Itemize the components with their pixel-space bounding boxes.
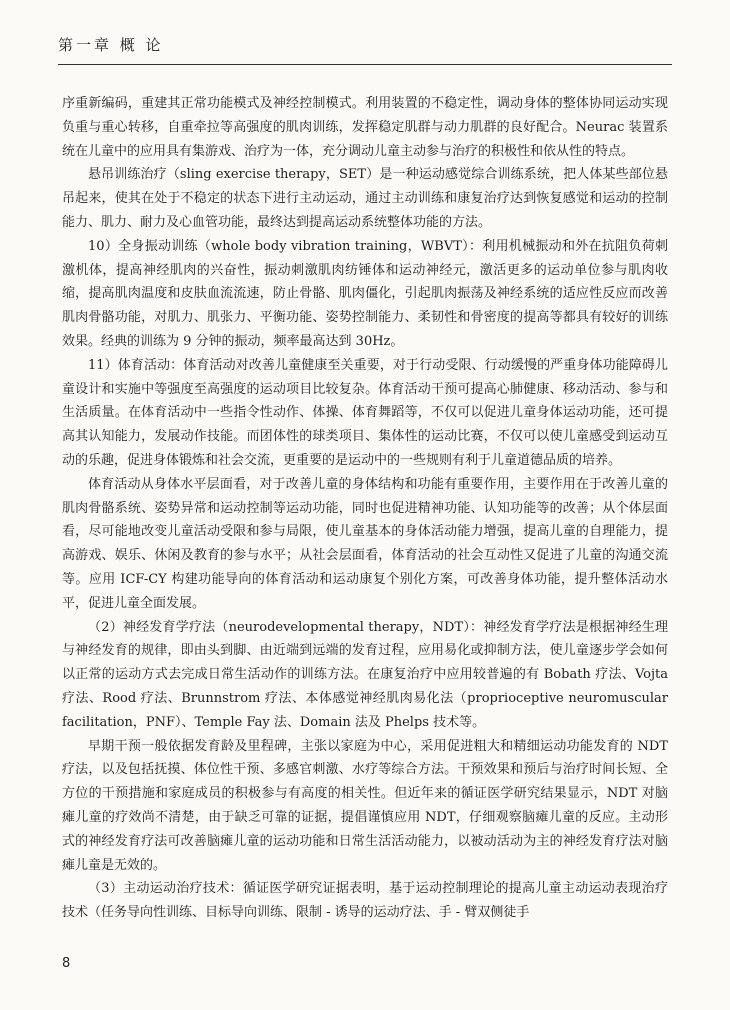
chapter-header: 第一章 概 论 — [58, 36, 164, 54]
paragraph: 10）全身振动训练（whole body vibration training，WBVT）：利用机械振动和外在抗阻负荷刺激机体，提高神经肌肉的兴奋性，振动刺激肌肉纺锤体和运动神经元，激活更多的运动单位参与肌肉收缩，提高肌肉温度和皮肤血流流速，防止骨骼、肌肉僵化，引起肌肉振荡及神经系统的适应性反应而改善肌肉骨骼功能，对肌力、肌张力、平衡功能、姿势控制能力、柔韧性和骨密度的提高等都具有较好的训练效果。经典的训练为 9 分钟的振动，频率最高达到 30Hz。 — [62, 238, 668, 349]
paragraph: 悬吊训练治疗（sling exercise therapy，SET）是一种运动感觉综合训练系统，把人体某些部位悬吊起来，使其在处于不稳定的状态下进行主动运动，通过主动训练和康复治疗达到恢复感觉和运动的控制能力、肌力、耐力及心血管功能，最终达到提高运动系统整体功能的方法。 — [62, 167, 668, 230]
page-number: 8 — [62, 956, 71, 971]
body-text — [62, 92, 668, 925]
paragraph: 11）体育活动：体育活动对改善儿童健康至关重要，对于行动受限、行动缓慢的严重身体功能障碍儿童设计和实施中等强度至高强度的运动项目比较复杂。体育活动干预可提高心肺健康、移动活动、参与和生活质量。在体育活动中一些指令性动作、体操、体育舞蹈等，不仅可以促进儿童身体运动功能，还可提高其认知能力，发展动作技能。而团体性的球类项目、集体性的运动比赛，不仅可以使儿童感受到运动互动的乐趣，促进身体锻炼和社会交流，更重要的是运动中的一些规则有利于儿童道德品质的培养。 — [62, 357, 668, 468]
paragraph: 早期干预一般依据发育龄及里程碑，主张以家庭为中心，采用促进粗大和精细运动功能发育的 NDT 疗法，以及包括抚摸、体位性干预、多感官刺激、水疗等综合方法。干预效果和预后与治疗时间长短、全方位的干预措施和家庭成员的积极参与有高度的相关性。但近年来的循证医学研究结果显示，NDT 对脑瘫儿童的疗效尚不清楚，由于缺乏可靠的证据，提倡谨慎应用 NDT，仔细观察脑瘫儿童的反应。主动形式的神经发育疗法可改善脑瘫儿童的运动功能和日常生活活动能力，以被动活动为主的神经发育疗法对脑瘫儿童是无效的。 — [62, 738, 668, 873]
paragraph: 序重新编码，重建其正常功能模式及神经控制模式。利用装置的不稳定性，调动身体的整体协同运动实现负重与重心转移，自重牵拉等高强度的肌肉训练，发挥稳定肌群与动力肌群的良好配合。Neurac 装置系统在儿童中的应用具有集游戏、治疗为一体，充分调动儿童主动参与治疗的积极性和依从性的特点。 — [62, 96, 668, 159]
paragraph: 体育活动从身体水平层面看，对于改善儿童的身体结构和功能有重要作用，主要作用在于改善儿童的肌肉骨骼系统、姿势异常和运动控制等运动功能，同时也促进精神功能、认知功能等的改善；从个体层面看，尽可能地改变儿童活动受限和参与局限，使儿童基本的身体活动能力增强，提高儿童的自理能力，提高游戏、娱乐、休闲及教育的参与水平；从社会层面看，体育活动的社会互动性又促进了儿童的沟通交流等。应用 ICF-CY 构建功能导向的体育活动和运动康复个别化方案，可改善身体功能，提升整体活动水平，促进儿童全面发展。 — [62, 476, 668, 611]
header-divider — [58, 64, 672, 65]
paragraph: （3）主动运动治疗技术：循证医学研究证据表明，基于运动控制理论的提高儿童主动运动表现治疗技术（任务导向性训练、目标导向训练、限制 - 诱导的运动疗法、手 - 臂双侧徒手 — [62, 881, 668, 921]
paragraph: （2）神经发育学疗法（neurodevelopmental therapy，NDT）：神经发育学疗法是根据神经生理与神经发育的规律，即由头到脚、由近端到远端的发育过程，应用易化或抑制方法，使儿童逐步学会如何以正常的运动方式去完成日常生活动作的训练方法。在康复治疗中应用较普遍的有 Bobath 疗法、Vojta 疗法、Rood 疗法、Brunnstrom 疗法、本体感觉神经肌肉易化法（proprioceptive neuromuscular facilitation，PNF）、Temple Fay 法、Domain 法及 Phelps 技术等。 — [62, 619, 668, 730]
